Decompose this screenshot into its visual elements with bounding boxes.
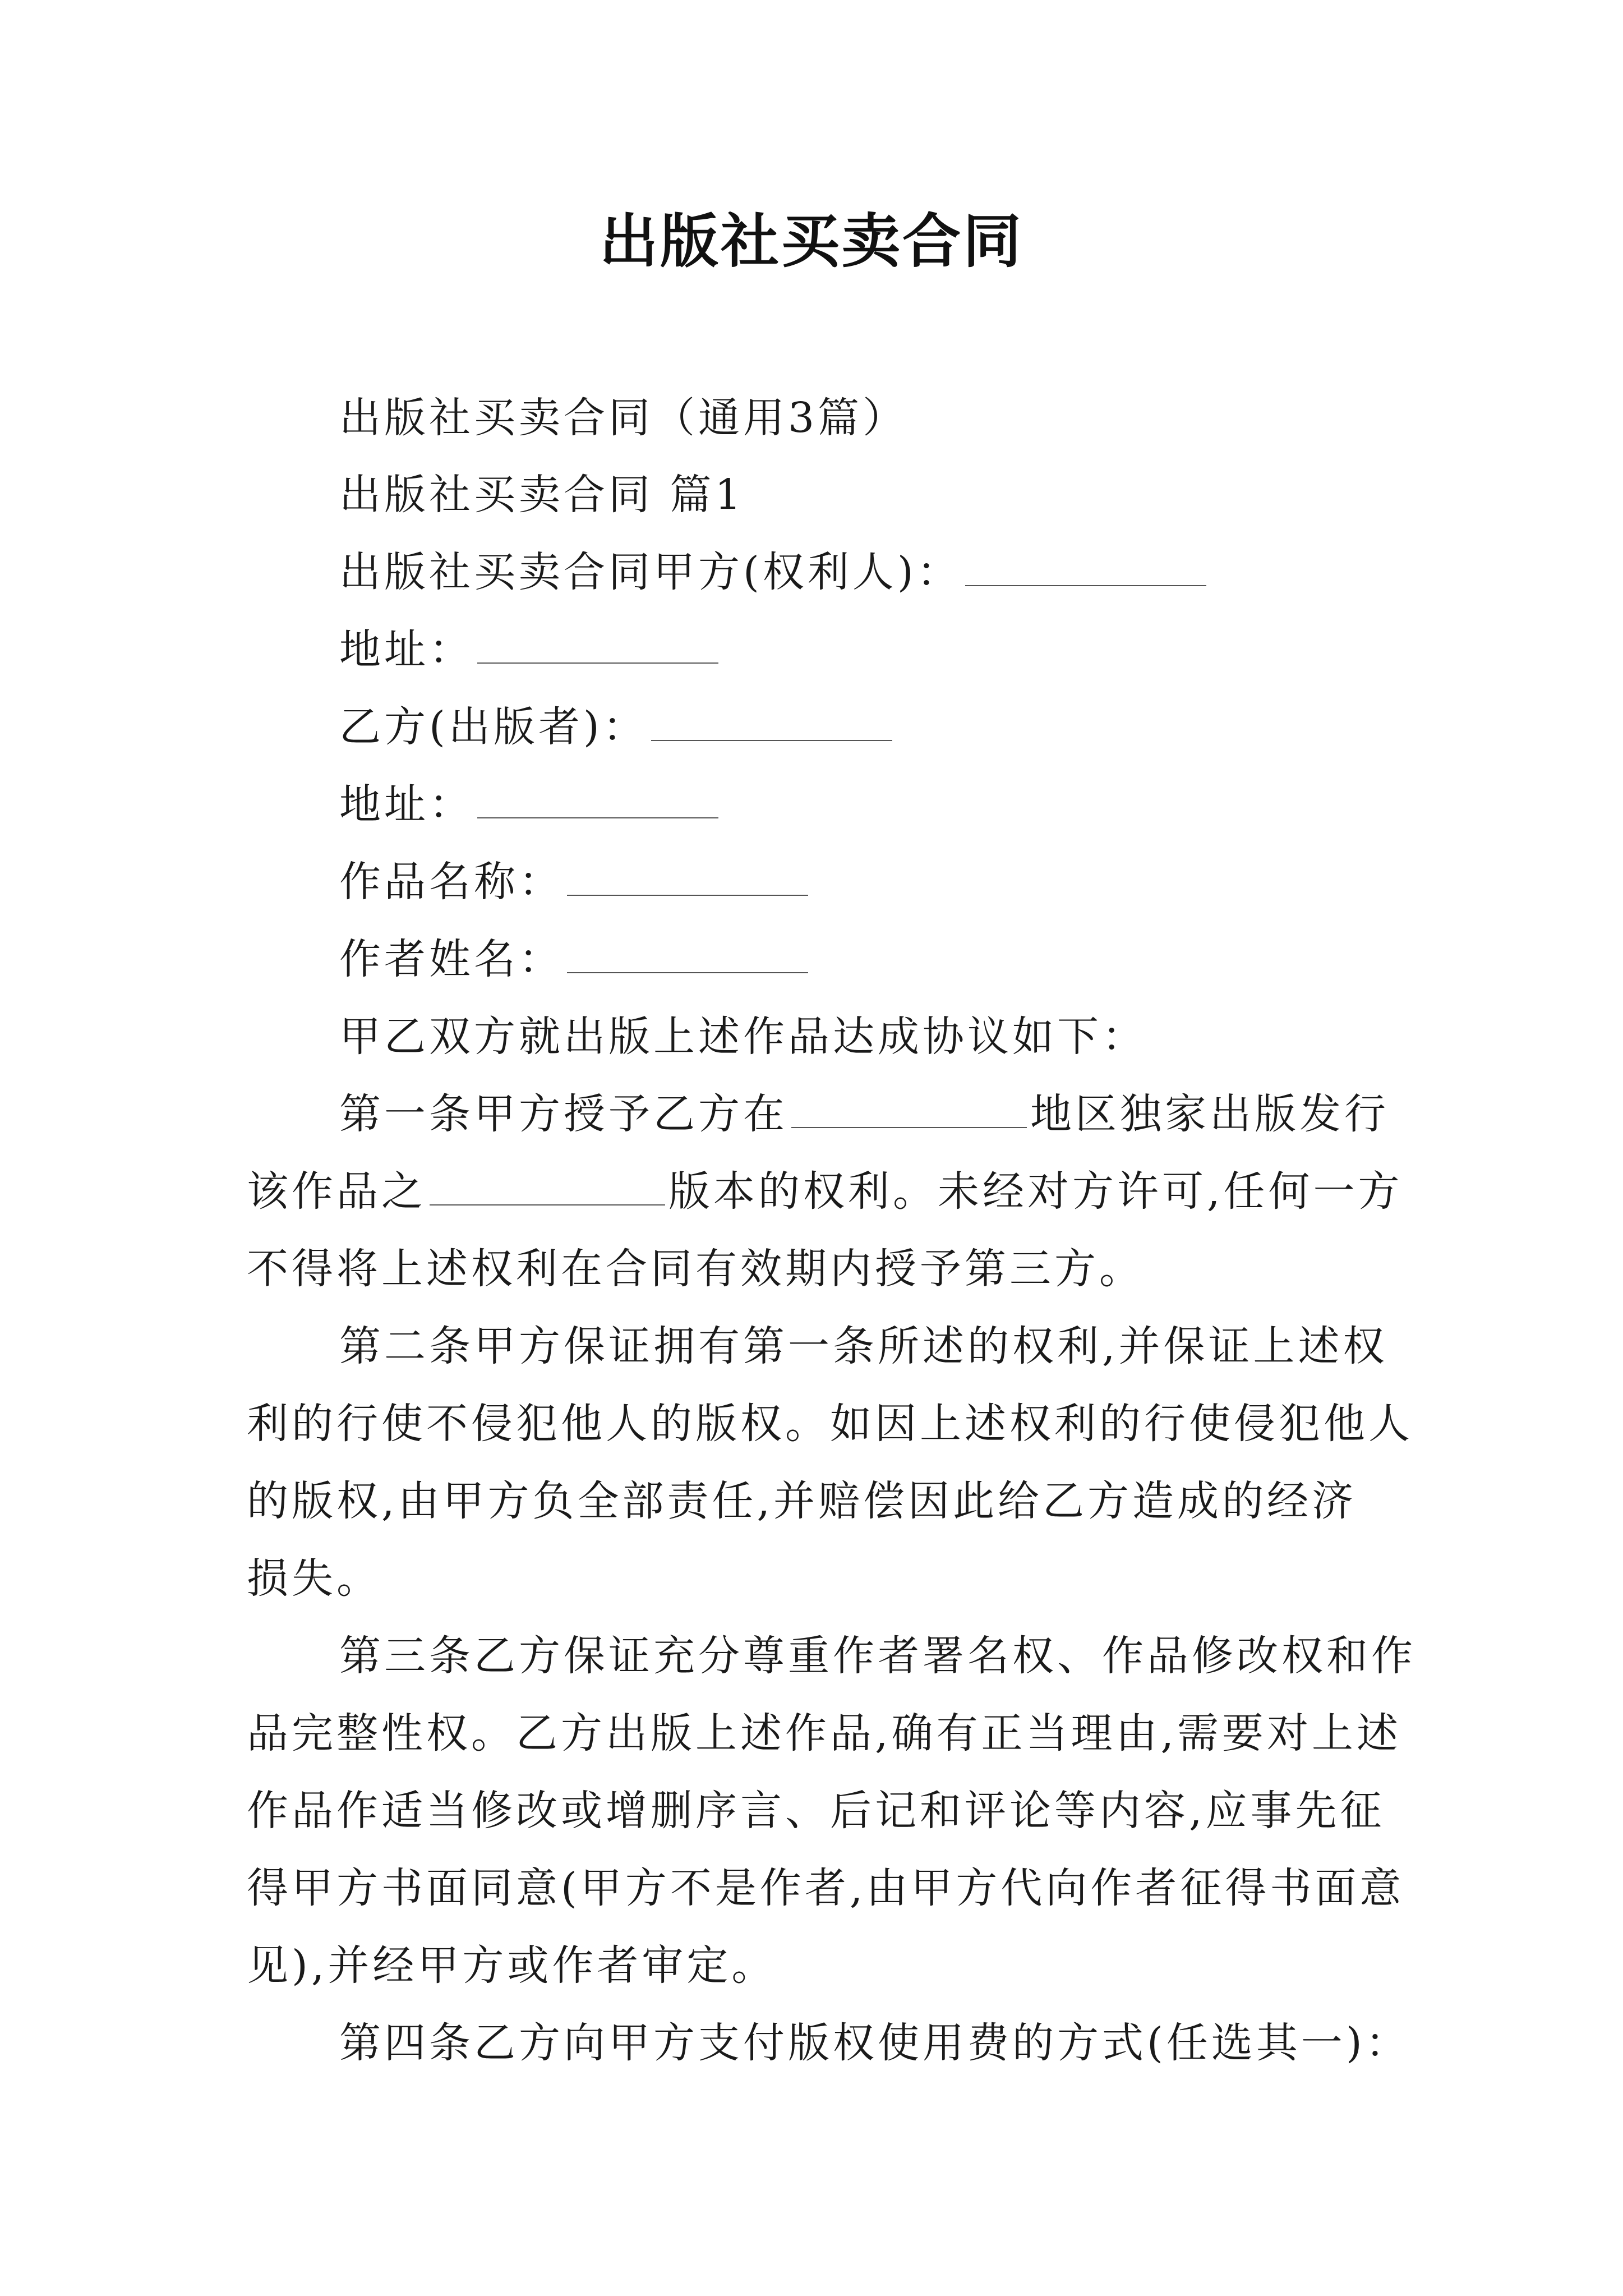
party-b-line xyxy=(339,699,896,755)
article-1-text-d: 版本的权利。未经对方许可,任何一方 xyxy=(668,1167,1403,1216)
work-title-line xyxy=(339,854,811,910)
author-line xyxy=(339,931,811,987)
article-3-line-4: 得甲方书面同意(甲方不是作者,由甲方代向作者征得书面意 xyxy=(247,1864,1405,1912)
address-a-line xyxy=(339,622,722,678)
party-a-line xyxy=(339,544,1210,600)
work-title-label: 作品名称： xyxy=(339,858,564,906)
agreement-intro: 甲乙双方就出版上述作品达成协议如下： xyxy=(339,1013,1147,1061)
article-3-line-2: 品完整性权。乙方出版上述作品,确有正当理由,需要对上述 xyxy=(247,1709,1402,1757)
article-1-line-2 xyxy=(247,1163,1403,1220)
party-a-label: 出版社买卖合同甲方(权利人)： xyxy=(339,548,962,596)
article-1-text-a: 第一条甲方授予乙方在 xyxy=(339,1090,788,1138)
address-b-label: 地址： xyxy=(339,780,474,829)
article-1-line-1 xyxy=(339,1086,1389,1142)
article-2-line-2: 利的行使不侵犯他人的版权。如因上述权利的行使侵犯他人 xyxy=(247,1400,1413,1448)
article-2-line-3: 的版权,由甲方负全部责任,并赔偿因此给乙方造成的经济 xyxy=(247,1477,1357,1525)
party-b-label: 乙方(出版者)： xyxy=(339,703,648,751)
address-a-label: 地址： xyxy=(339,625,474,674)
article-1-text-c: 该作品之 xyxy=(247,1167,426,1216)
author-blank xyxy=(567,938,808,973)
document-title: 出版社买卖合同 xyxy=(599,207,1023,275)
edition-blank xyxy=(430,1171,665,1205)
party-b-blank xyxy=(651,706,892,741)
region-blank xyxy=(791,1093,1027,1128)
article-3-line-3: 作品作适当修改或增删序言、后记和评论等内容,应事先征 xyxy=(247,1787,1385,1835)
section-heading: 出版社买卖合同 篇1 xyxy=(339,471,745,519)
author-label: 作者姓名： xyxy=(339,935,564,983)
address-b-line xyxy=(339,776,722,832)
article-2-line-1: 第二条甲方保证拥有第一条所述的权利,并保证上述权 xyxy=(339,1322,1388,1370)
article-2-line-4: 损失。 xyxy=(247,1554,381,1603)
article-3-line-1: 第三条乙方保证充分尊重作者署名权、作品修改权和作 xyxy=(339,1632,1416,1680)
article-4-line-1: 第四条乙方向甲方支付版权使用费的方式(任选其一)： xyxy=(339,2019,1410,2067)
work-title-blank xyxy=(567,861,808,896)
party-a-blank xyxy=(965,551,1206,586)
article-1-text-b: 地区独家出版发行 xyxy=(1030,1090,1389,1138)
address-b-blank xyxy=(477,784,718,818)
address-a-blank xyxy=(477,629,718,664)
article-3-line-5: 见),并经甲方或作者审定。 xyxy=(247,1941,777,1990)
article-1-line-3: 不得将上述权利在合同有效期内授予第三方。 xyxy=(247,1245,1144,1293)
subtitle-line: 出版社买卖合同（通用3篇） xyxy=(339,394,908,442)
